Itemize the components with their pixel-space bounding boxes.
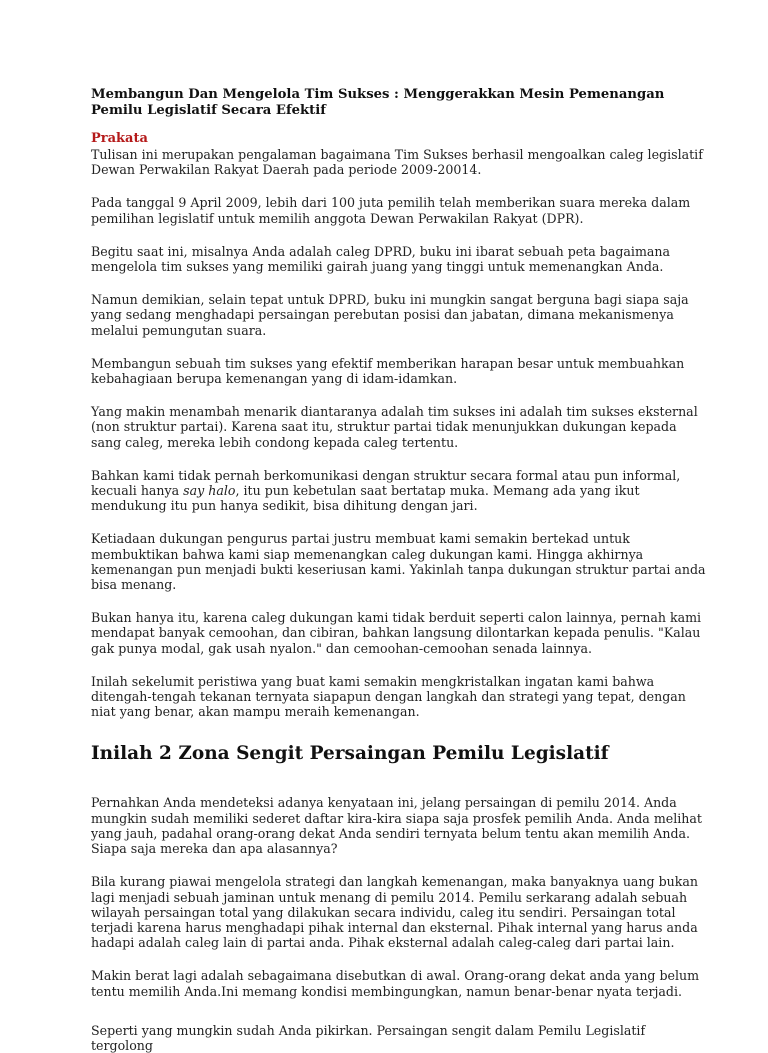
paragraph: Pernahkan Anda mendeteksi adanya kenyataan ini, jelang persaingan di pemilu 2014. Anda mungkin sudah memiliki sederet daftar kira-kira siapa saja prosfek pemilih Anda. Anda melihat yang jauh, padahal orang-orang dekat Anda sendiri ternyata belum tentu akan memilih Anda. Siapa saja mereka dan apa alasannya? — [91, 795, 702, 857]
paragraph: Seperti yang mungkin sudah Anda pikirkan. Persaingan sengit dalam Pemilu Legislatif tergolong — [91, 1022, 646, 1053]
paragraph-bahkan — [91, 468, 708, 514]
paragraph: Bukan hanya itu, karena caleg dukungan kami tidak berduit seperti calon lainnya, pernah kami mendapat banyak cemoohan, dan cibiran, bahkan langsung dilontarkan kepada penulis. "Kalau gak punya modal, gak usah nyalon." dan cemoohan-cemoohan senada lainnya. — [91, 610, 702, 656]
paragraph: Ketiadaan dukungan pengurus partai justru membuat kami semakin bertekad untuk membuktikan bahwa kami siap memenangkan caleg dukungan kami. Hingga akhirnya kemenangan pun menjadi bukti keseriusan kami. Yakinlah tanpa dukungan struktur partai anda bisa menang. — [91, 531, 706, 593]
paragraph-text: , itu pun kebetulan saat bertatap muka. Memang ada yang ikut mendukung itu pun hanya sedikit, bisa dihitung dengan jari. — [91, 483, 640, 514]
paragraph: Namun demikian, selain tepat untuk DPRD, buku ini mungkin sangat berguna bagi siapa saja yang sedang menghadapi persaingan perebutan posisi dan jabatan, dimana mekanismenya melalui pemungutan suara. — [91, 292, 689, 338]
paragraph: Pada tanggal 9 April 2009, lebih dari 100 juta pemilih telah memberikan suara mereka dalam pemilihan legislatif untuk memilih anggota Dewan Perwakilan Rakyat (DPR). — [91, 195, 691, 226]
paragraph-text: Bahkan kami tidak pernah berkomunikasi dengan struktur secara formal atau pun informal, kecuali hanya — [91, 467, 681, 499]
section-label-prakata: Prakata — [91, 131, 148, 146]
paragraph: Begitu saat ini, misalnya Anda adalah caleg DPRD, buku ini ibarat sebuah peta bagaimana mengelola tim sukses yang memiliki gairah juang yang tinggi untuk memenangkan Anda. — [91, 243, 671, 275]
paragraph: Bila kurang piawai mengelola strategi dan langkah kemenangan, maka banyaknya uang bukan lagi menjadi sebuah jaminan untuk menang di pemilu 2014. Pemilu serkarang adalah sebuah wilayah persaingan total yang dilakukan secara individu, caleg itu sendiri. Persaingan total terjadi karena harus menghadapi pihak internal dan eksternal. Pihak internal yang harus anda hadapi adalah caleg lain di partai anda. Pihak eksternal adalah caleg-caleg dari partai lain. — [91, 874, 699, 951]
section-heading: Inilah 2 Zona Sengit Persaingan Pemilu Legislatif — [91, 743, 609, 765]
paragraph: Membangun sebuah tim sukses yang efektif memberikan harapan besar untuk membuahkan kebahagiaan berupa kemenangan yang di idam-idamkan. — [91, 355, 685, 387]
document-title: Membangun Dan Mengelola Tim Sukses : Menggerakkan Mesin Pemenangan Pemilu Legislatif Secara Efektif — [91, 87, 665, 118]
paragraph-prakata: Tulisan ini merupakan pengalaman bagaimana Tim Sukses berhasil mengoalkan caleg legislatif Dewan Perwakilan Rakyat Daerah pada periode 2009-20014. — [91, 147, 703, 178]
paragraph: Inilah sekelumit peristiwa yang buat kami semakin mengkristalkan ingatan kami bahwa ditengah-tengah tekanan ternyata siapapun dengan langkah dan strategi yang tepat, dengan niat yang benar, akan mampu meraih kemenangan. — [91, 673, 686, 720]
paragraph: Makin berat lagi adalah sebagaimana disebutkan di awal. Orang-orang dekat anda yang belum tentu memilih Anda.Ini memang kondisi membingungkan, namun benar-benar nyata terjadi. — [91, 968, 700, 999]
paragraph: Yang makin menambah menarik diantaranya adalah tim sukses ini adalah tim sukses eksternal (non struktur partai). Karena saat itu, struktur partai tidak menunjukkan dukungan kepada sang caleg, mereka lebih condong kepada caleg tertentu. — [91, 404, 698, 450]
italic-phrase: say halo — [183, 483, 236, 499]
